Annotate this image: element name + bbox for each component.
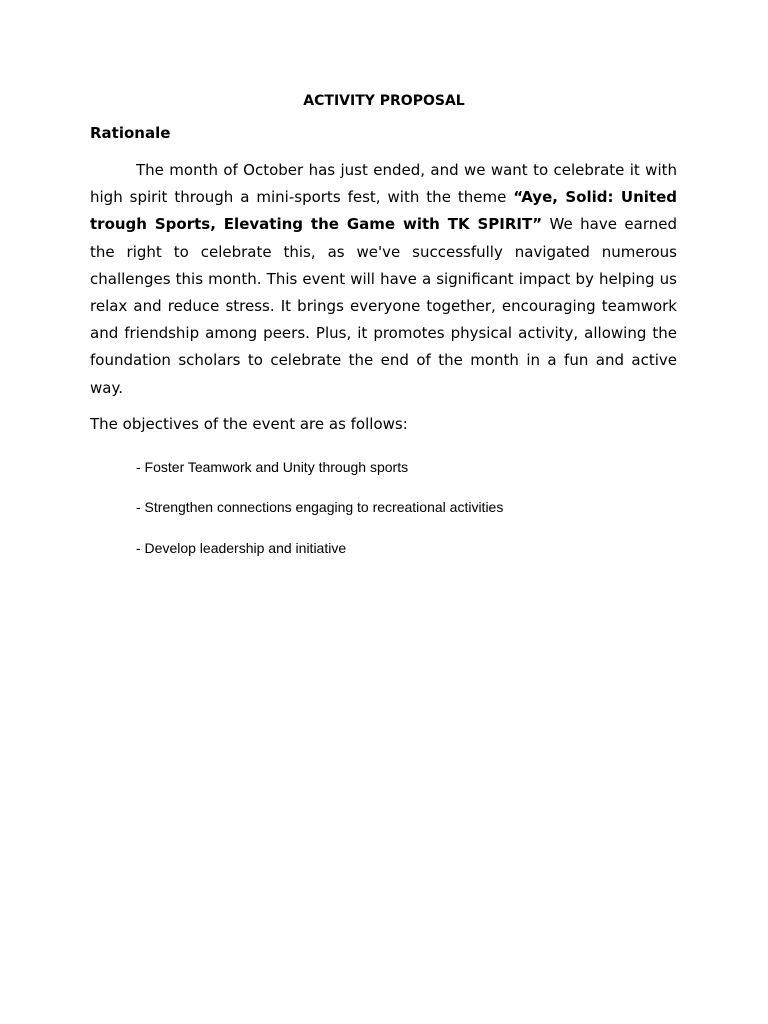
rationale-text-before: The month of October has just ended, and we want to celebrate it with high spirit through a mini-sports fest, with the theme (90, 161, 677, 207)
section-heading-rationale: Rationale (90, 124, 171, 142)
objectives-intro: The objectives of the event are as follows: (90, 415, 408, 433)
rationale-theme: “Aye, Solid: United trough Sports, Elevating the Game with TK SPIRIT” (90, 188, 677, 234)
rationale-paragraph (90, 157, 677, 402)
rationale-text-after: We have earned the right to celebrate this, as we've successfully navigated numerous challenges this month. This event will have a significant impact by helping us relax and reduce stress. It brings everyone together, encouraging teamwork and friendship among peers. Plus, it promotes physical activity, allowing the foundation scholars to celebrate the end of the month in a fun and active way. (90, 215, 677, 397)
objective-item: - Foster Teamwork and Unity through sports (136, 459, 409, 475)
objective-item: - Develop leadership and initiative (136, 540, 347, 556)
objective-item: - Strengthen connections engaging to recreational activities (136, 499, 504, 515)
document-title: ACTIVITY PROPOSAL (303, 93, 465, 109)
